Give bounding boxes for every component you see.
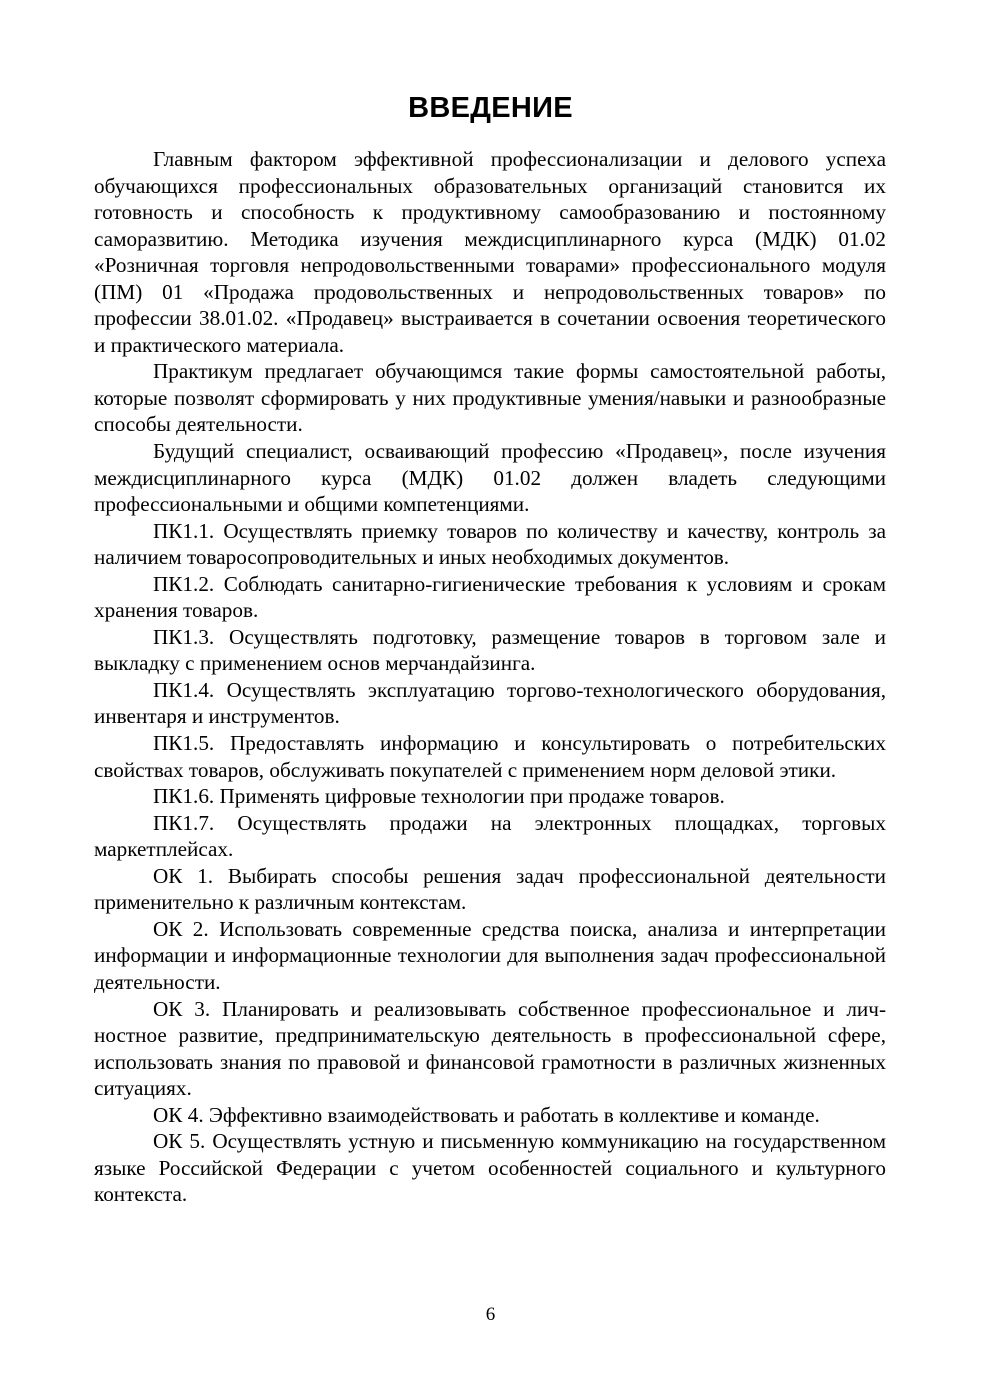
page-title: ВВЕДЕНИЕ <box>408 92 573 124</box>
competency-pk-1-5: ПК1.5. Предоставлять информацию и консультировать о потребительских свойствах товаров, обслуживать покупателей с применением норм деловой этики. <box>94 731 886 782</box>
competency-pk-1-4: ПК1.4. Осуществлять эксплуатацию торгово-технологического оборудования, инвентаря и инструментов. <box>94 677 886 729</box>
competency-pk-1-3: ПК1.3. Осуществлять подготовку, размещение товаров в торговом зале и выкладку с применением основ мерчандайзинга. <box>94 624 886 676</box>
competency-pk-1-2: ПК1.2. Соблюдать санитарно-гигиенические требования к условиям и срокам хранения товаров. <box>94 571 886 623</box>
competency-pk-1-6: ПК1.6. Применять цифровые технологии при продаже товаров. <box>153 784 725 809</box>
page-number: 6 <box>485 1304 496 1325</box>
competency-ok-1: ОК 1. Выбирать способы решения задач профессиональной деятельности применительно к различным контекстам. <box>94 863 886 915</box>
body-text <box>94 146 886 1208</box>
competency-ok-3: ОК 3. Планировать и реализовывать собственное профессиональное и личностное развитие, предпринимательскую деятельность в профессиональной сфере, использовать знания по правовой и финансовой грамотности в различных жизненных ситуациях. <box>94 996 886 1101</box>
competency-pk-1-7: ПК1.7. Осуществлять продажи на электронных площадках, торговых маркетплейсах. <box>94 810 886 862</box>
competency-ok-2: ОК 2. Использовать современные средства поиска, анализа и интерпретации информации и информационные технологии для выполнения задач профессиональной деятельности. <box>94 916 886 994</box>
competency-ok-5: ОК 5. Осуществлять устную и письменную коммуникацию на государственном языке Российской Федерации с учетом особенностей социального и культурного контекста. <box>94 1129 886 1207</box>
competencies-intro-paragraph: Будущий специалист, осваивающий профессию «Продавец», после изучения междисциплинарного курса (МДК) 01.02 должен владеть следующими профессиональными и общими компетенциями. <box>94 439 886 517</box>
intro-paragraph: Главным фактором эффективной профессионализации и делового успеха обучающихся профессиональных образовательных организаций становится их готовность и способность к продуктивному самообразованию и постоянному саморазвитию. Методика изучения междисциплинарного курса (МДК) 01.02 «Розничная торговля непродовольственными товарами» профессионального модуля (ПМ) 01 «Продажа продовольственных и непродовольственных товаров» по профессии 38.01.02. «Продавец» выстраивается в сочетании освоения теоретического и практического материала. <box>94 147 886 357</box>
competency-pk-1-1: ПК1.1. Осуществлять приемку товаров по количеству и качеству, контроль за наличием товаросопроводительных и иных необходимых документов. <box>94 518 886 570</box>
competency-ok-4: ОК 4. Эффективно взаимодействовать и работать в коллективе и команде. <box>153 1102 820 1127</box>
practicum-paragraph: Практикум предлагает обучающимся такие формы самостоятельной работы, которые позволят сформировать у них продуктивные умения/навыки и разнообразные способы деятельности. <box>94 359 886 437</box>
